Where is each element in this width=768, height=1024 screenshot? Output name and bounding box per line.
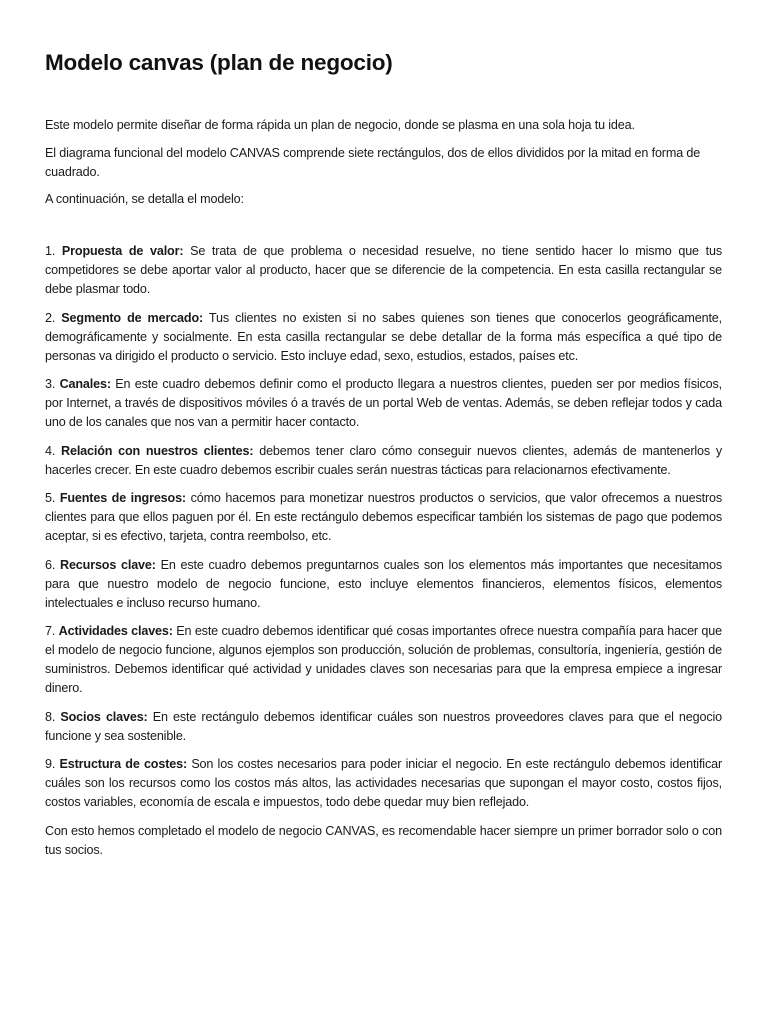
intro-block xyxy=(45,116,722,209)
section-heading: Actividades claves: xyxy=(58,624,173,638)
section-number: 5. xyxy=(45,491,56,505)
section-paragraph-2 xyxy=(45,309,722,366)
closing-paragraph: Con esto hemos completado el modelo de negocio CANVAS, es recomendable hacer siempre un primer borrador solo o con tus socios. xyxy=(45,823,722,857)
section-number: 8. xyxy=(45,709,56,724)
section-text: Son los costes necesarios para poder iniciar el negocio. En este rectángulo debemos identificar cuáles son los recursos como los costos más altos, las actividades necesarias que supongan el mayor costo, costos fijos, costos variables, economía de escala e impuestos, todo debe quedar muy bien reflejado. xyxy=(45,757,722,809)
intro-paragraph: El diagrama funcional del modelo CANVAS comprende siete rectángulos, dos de ellos divididos por la mitad en forma de cuadrado. xyxy=(45,145,701,179)
section-heading: Fuentes de ingresos: xyxy=(59,491,186,505)
section-text: En este rectángulo debemos identificar cuáles son nuestros proveedores claves para que el negocio funcione y sea sostenible. xyxy=(45,709,722,743)
section-paragraph-8 xyxy=(45,708,722,746)
section-paragraph-7 xyxy=(45,622,722,698)
document-title: Modelo canvas (plan de negocio) xyxy=(45,50,393,75)
section-text: Tus clientes no existen si no sabes quienes son tienes que conocerlos geográficamente, demográficamente y socialmente. En esta casilla rectangular se debe detallar de la forma más específica a qué tipo de personas va dirigido el producto o servicio. Esto incluye edad, sexo, estudios, estados, países etc. xyxy=(45,310,723,363)
section-heading: Estructura de costes: xyxy=(59,757,188,771)
section-text: En este cuadro debemos preguntarnos cuales son los elementos más importantes que necesitamos para que nuestro modelo de negocio funcione, esto incluye elementos financieros, elementos físicos, elementos intelectuales e incluso recurso humano. xyxy=(45,557,722,610)
intro-paragraph: Este modelo permite diseñar de forma rápida un plan de negocio, donde se plasma en una sola hoja tu idea. xyxy=(45,118,635,132)
section-number: 4. xyxy=(45,443,56,458)
section-paragraph-6 xyxy=(45,556,722,613)
section-paragraph-9 xyxy=(45,755,722,812)
section-text: debemos tener claro cómo conseguir nuevos clientes, además de mantenerlos y hacerles crecer. En este cuadro debemos escribir cuales serán nuestras tácticas para relacionarnos efectivamente. xyxy=(45,443,722,477)
closing-block xyxy=(45,822,722,860)
section-heading: Segmento de mercado: xyxy=(61,310,204,325)
section-number: 1. xyxy=(45,244,56,258)
intro-paragraph: A continuación, se detalla el modelo: xyxy=(45,192,244,206)
section-text: En este cuadro debemos definir como el producto llegara a nuestros clientes, pueden ser por medios físicos, por Internet, a través de dispositivos móviles ó a través de un portal Web de ventas. Además, se deben reflejar todos y cada uno de los canales que nos van a permitir hacer contacto. xyxy=(45,377,722,429)
model-sections xyxy=(45,242,722,812)
section-heading: Socios claves: xyxy=(60,709,148,724)
section-paragraph-5 xyxy=(45,489,722,546)
section-heading: Propuesta de valor: xyxy=(61,244,184,258)
section-heading: Recursos clave: xyxy=(60,557,156,572)
section-heading: Relación con nuestros clientes: xyxy=(61,443,254,458)
section-paragraph-1 xyxy=(45,242,722,299)
section-paragraph-4 xyxy=(45,442,722,480)
section-paragraph-3 xyxy=(45,375,722,432)
section-number: 2. xyxy=(45,310,56,325)
document-page xyxy=(45,47,722,868)
section-text: Se trata de que problema o necesidad resuelve, no tiene sentido hacer lo mismo que tus competidores se debe aportar valor al producto, hacer que se diferencie de la competencia. En esta casilla rectangular se debe plasmar todo. xyxy=(45,244,722,296)
section-text: cómo hacemos para monetizar nuestros productos o servicios, que valor ofrecemos a nuestros clientes para que ellos paguen por él. En este rectángulo debemos especificar también los sistemas de pago que podemos aceptar, si es efectivo, tarjeta, contra reembolso, etc. xyxy=(45,491,722,543)
section-number: 9. xyxy=(45,757,56,771)
section-text: En este cuadro debemos identificar qué cosas importantes ofrece nuestra compañía para hacer que el modelo de negocio funcione, algunos ejemplos son producción, solución de problemas, consultoría, ingeniería, gestión de suministros. Debemos identificar qué actividad y unidades claves son necesarias para que la empresa empiece a ingresar dinero. xyxy=(45,624,722,695)
section-number: 7. xyxy=(45,624,56,638)
section-heading: Canales: xyxy=(59,377,111,391)
section-number: 3. xyxy=(45,377,56,391)
section-number: 6. xyxy=(45,557,56,572)
